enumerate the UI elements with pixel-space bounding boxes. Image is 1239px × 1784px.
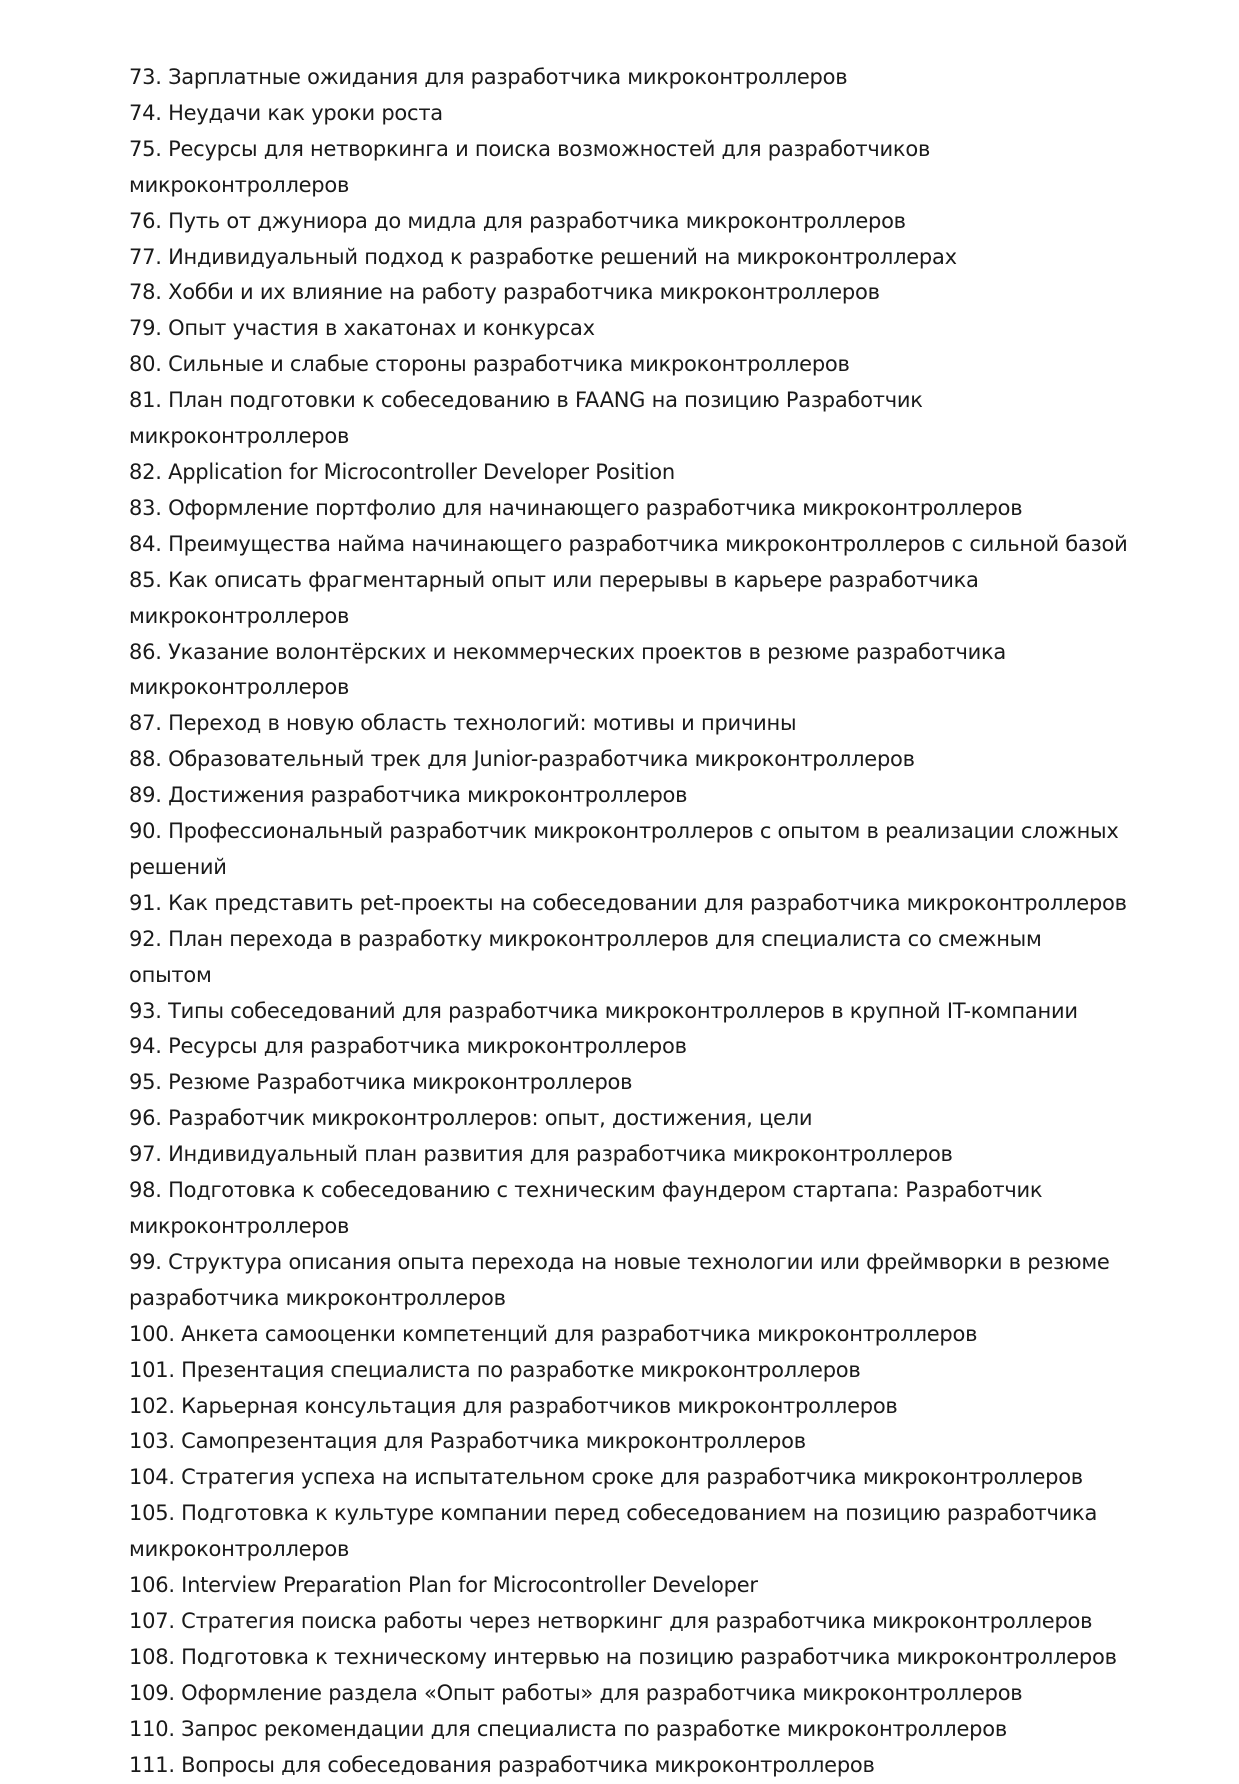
- list-item: 87. Переход в новую область технологий: мотивы и причины: [129, 711, 797, 736]
- list-item: 84. Преимущества найма начинающего разработчика микроконтроллеров с сильной базой: [129, 531, 1128, 556]
- list-item: 88. Образовательный трек для Junior-разработчика микроконтроллеров: [129, 747, 915, 772]
- list-item: 79. Опыт участия в хакатонах и конкурсах: [129, 316, 595, 341]
- list-item: 73. Зарплатные ожидания для разработчика микроконтроллеров: [129, 65, 848, 89]
- list-item: 91. Как представить pet-проекты на собеседовании для разработчика микроконтроллеров: [129, 890, 1127, 915]
- list-item: 89. Достижения разработчика микроконтроллеров: [129, 783, 688, 808]
- list-item: 102. Карьерная консультация для разработчиков микроконтроллеров: [129, 1393, 898, 1418]
- list-item: 74. Неудачи как уроки роста: [129, 100, 443, 125]
- list-item: 83. Оформление портфолио для начинающего разработчика микроконтроллеров: [129, 495, 1023, 520]
- list-item: 81. План подготовки к собеседованию в FAANG на позицию Разработчик микроконтроллеров: [129, 388, 923, 449]
- list-item: 90. Профессиональный разработчик микроконтроллеров с опытом в реализации сложных решений: [129, 819, 1119, 879]
- list-item: 108. Подготовка к техническому интервью на позицию разработчика микроконтроллеров: [129, 1644, 1117, 1669]
- list-item: 82. Application for Microcontroller Developer Position: [129, 459, 675, 484]
- list-item: 76. Путь от джуниора до мидла для разработчика микроконтроллеров: [129, 208, 906, 233]
- list-item: 80. Сильные и слабые стороны разработчика микроконтроллеров: [129, 352, 850, 377]
- list-item: 98. Подготовка к собеседованию с техническим фаундером стартапа: Разработчик микроконтроллеров: [129, 1178, 1043, 1238]
- list-item: 110. Запрос рекомендации для специалиста по разработке микроконтроллеров: [129, 1716, 1007, 1741]
- list-item: 104. Стратегия успеха на испытательном сроке для разработчика микроконтроллеров: [129, 1465, 1083, 1490]
- list-item: 85. Как описать фрагментарный опыт или перерывы в карьере разработчика микроконтроллеров: [129, 567, 979, 628]
- list-item: 92. План перехода в разработку микроконтроллеров для специалиста со смежным опытом: [129, 926, 1042, 987]
- list-item: 99. Структура описания опыта перехода на новые технологии или фреймворки в резюме разработчика микроконтроллеров: [129, 1249, 1110, 1310]
- list-item: 106. Interview Preparation Plan for Microcontroller Developer: [129, 1573, 758, 1598]
- list-item: 96. Разработчик микроконтроллеров: опыт, достижения, цели: [129, 1106, 813, 1131]
- list-item: 100. Анкета самооценки компетенций для разработчика микроконтроллеров: [129, 1321, 978, 1346]
- list-item: 103. Самопрезентация для Разработчика микроконтроллеров: [129, 1429, 806, 1454]
- list-item: 105. Подготовка к культуре компании перед собеседованием на позицию разработчика микроконтроллеров: [129, 1501, 1098, 1562]
- list-item: 93. Типы собеседований для разработчика микроконтроллеров в крупной IT-компании: [129, 998, 1078, 1023]
- list-item: 107. Стратегия поиска работы через нетворкинг для разработчика микроконтроллеров: [129, 1608, 1093, 1633]
- list-item: 77. Индивидуальный подход к разработке решений на микроконтроллерах: [129, 244, 957, 269]
- list-item: 95. Резюме Разработчика микроконтроллеров: [129, 1070, 633, 1095]
- list-item: 78. Хобби и их влияние на работу разработчика микроконтроллеров: [129, 280, 880, 305]
- list-item: 109. Оформление раздела «Опыт работы» для разработчика микроконтроллеров: [129, 1680, 1023, 1705]
- list-item: 75. Ресурсы для нетворкинга и поиска возможностей для разработчиков микроконтроллеров: [129, 136, 931, 197]
- list-item: 94. Ресурсы для разработчика микроконтроллеров: [129, 1034, 687, 1059]
- list-item: 97. Индивидуальный план развития для разработчика микроконтроллеров: [129, 1142, 953, 1167]
- list-item: 101. Презентация специалиста по разработке микроконтроллеров: [129, 1357, 861, 1382]
- topic-list: [129, 60, 1129, 1784]
- list-item: 86. Указание волонтёрских и некоммерческих проектов в резюме разработчика микроконтроллеров: [129, 639, 1007, 700]
- list-item: 111. Вопросы для собеседования разработчика микроконтроллеров: [129, 1752, 875, 1777]
